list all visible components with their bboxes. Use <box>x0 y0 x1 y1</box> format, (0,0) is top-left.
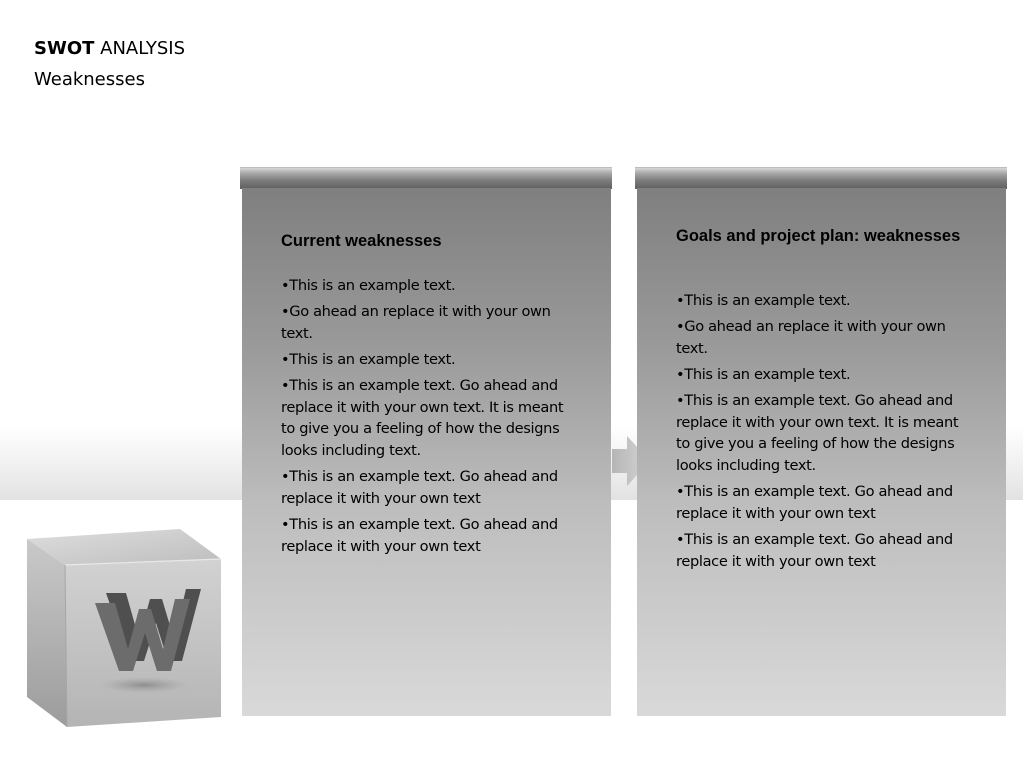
panel-heading: Current weaknesses <box>281 232 442 250</box>
panel-heading: Goals and project plan: weaknesses <box>676 227 961 245</box>
letter-w-cube-icon <box>25 527 223 728</box>
list-item: •This is an example text. <box>676 292 851 309</box>
list-item: •Go ahead an replace it with your own text. <box>676 317 946 357</box>
list-item: •This is an example text. Go ahead and replace it with your own text <box>281 515 558 555</box>
title-line <box>34 33 185 64</box>
goals-project-plan-panel <box>635 167 1007 716</box>
list-item: •This is an example text. <box>281 350 456 368</box>
list-item: •This is an example text. Go ahead and replace it with your own text <box>281 468 558 507</box>
title-bold: SWOT <box>34 38 95 59</box>
slide-title <box>34 33 185 95</box>
subtitle: Weaknesses <box>34 69 145 90</box>
list-item: •This is an example text. <box>281 277 456 294</box>
list-item: •This is an example text. Go ahead and replace it with your own text <box>676 530 953 570</box>
list-item: •This is an example text. Go ahead and replace it with your own text. It is meant to give you a feeling of how the designs looks including text. <box>676 391 959 475</box>
panel-cap <box>240 167 612 189</box>
bullet-list <box>281 275 581 562</box>
list-item: •This is an example text. <box>676 365 851 383</box>
current-weaknesses-panel <box>240 167 612 716</box>
title-rest: ANALYSIS <box>94 38 186 59</box>
list-item: •This is an example text. Go ahead and replace it with your own text <box>676 483 953 522</box>
bullet-list <box>676 290 976 577</box>
list-item: •This is an example text. Go ahead and replace it with your own text. It is meant to give you a feeling of how the designs looks including text. <box>281 376 564 460</box>
list-item: •Go ahead an replace it with your own text. <box>281 302 551 342</box>
panel-cap <box>635 167 1007 189</box>
